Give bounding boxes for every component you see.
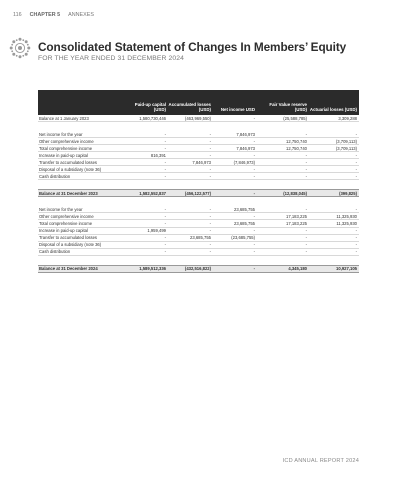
table-cell: 11,325,930: [336, 213, 357, 219]
table-cell: -: [253, 115, 255, 121]
table-cell: 4,345,180: [288, 266, 307, 272]
row-label: Balance at 31 December 2024: [39, 266, 98, 272]
table-body: [38, 115, 359, 273]
table-row: [38, 235, 359, 242]
table-cell: 12,750,740: [286, 138, 307, 144]
table-cell: (25,588,785): [283, 115, 307, 121]
row-label: Cash distribution: [39, 173, 71, 179]
table-row: [38, 189, 359, 197]
row-label: Disposal of a subsidiary (note 36): [39, 166, 102, 172]
table-cell: (12,838,045): [283, 190, 307, 196]
table-cell: -: [164, 220, 166, 226]
table-cell: -: [253, 228, 255, 234]
table-cell: -: [164, 166, 166, 172]
table-cell: -: [164, 159, 166, 165]
row-label: Total comprehensive income: [39, 145, 93, 151]
table-cell: -: [209, 249, 211, 255]
table-row: [38, 213, 359, 220]
table-cell: 7,846,973: [236, 145, 255, 151]
table-cell: -: [305, 228, 307, 234]
table-cell: -: [305, 166, 307, 172]
table-cell: -: [209, 152, 211, 158]
table-row: [38, 166, 359, 173]
table-row: [38, 152, 359, 159]
row-label: Balance at 1 January 2023: [39, 115, 89, 121]
table-row: [38, 249, 359, 256]
table-cell: -: [355, 152, 357, 158]
table-cell: (463,969,550): [184, 115, 211, 121]
table-cell: -: [164, 173, 166, 179]
table-cell: -: [253, 249, 255, 255]
equity-table: [38, 90, 359, 273]
table-cell: -: [253, 266, 255, 272]
page-header: [13, 12, 94, 18]
header-net-income: Net income USD: [220, 106, 255, 112]
table-cell: (456,122,577): [184, 190, 211, 196]
table-cell: 7,846,973: [192, 159, 211, 165]
table-cell: 11,325,930: [336, 220, 357, 226]
table-row: [38, 115, 359, 122]
table-cell: -: [209, 145, 211, 151]
icd-logo-icon: [9, 37, 31, 59]
table-cell: -: [305, 173, 307, 179]
table-row: [38, 138, 359, 145]
table-cell: 23,685,755: [234, 206, 255, 212]
table-cell: -: [253, 213, 255, 219]
table-cell: -: [355, 131, 357, 137]
table-cell: -: [209, 228, 211, 234]
table-cell: 12,750,740: [286, 145, 307, 151]
section-label: ANNEXES: [68, 12, 94, 18]
table-cell: -: [305, 235, 307, 241]
table-cell: -: [355, 173, 357, 179]
table-cell: 23,685,755: [190, 235, 211, 241]
table-cell: -: [164, 249, 166, 255]
table-row: [38, 173, 359, 180]
page-subtitle: FOR THE YEAR ENDED 31 DECEMBER 2024: [38, 55, 185, 62]
table-cell: -: [355, 206, 357, 212]
table-cell: -: [209, 220, 211, 226]
table-row: [38, 242, 359, 249]
table-cell: -: [305, 249, 307, 255]
row-spacer: [38, 122, 359, 131]
row-label: Transfer to accumulated losses: [39, 159, 98, 165]
table-cell: -: [164, 145, 166, 151]
row-label: Increase in paid-up capital: [39, 228, 88, 234]
table-cell: (23,685,755): [231, 235, 255, 241]
table-cell: 17,183,225: [286, 213, 307, 219]
table-cell: 1,582,552,837: [139, 190, 166, 196]
table-cell: -: [209, 206, 211, 212]
footer-label: ICD ANNUAL REPORT 2024: [282, 458, 359, 464]
table-row: [38, 159, 359, 166]
table-cell: -: [209, 131, 211, 137]
table-cell: -: [164, 131, 166, 137]
table-cell: (3,709,113): [335, 138, 357, 144]
table-cell: 816,391: [150, 152, 166, 158]
row-label: Disposal of a subsidiary (note 36): [39, 242, 102, 248]
table-header: [38, 90, 359, 115]
table-cell: -: [209, 138, 211, 144]
row-spacer: [38, 180, 359, 189]
row-label: Other comprehensive income: [39, 138, 94, 144]
header-fair-value-reserve: Fair Value reserve (USD): [269, 101, 307, 112]
table-cell: 10,927,105: [336, 266, 357, 272]
table-row: [38, 265, 359, 273]
row-spacer: [38, 256, 359, 265]
row-label: Balance at 31 December 2023: [39, 190, 98, 196]
table-row: [38, 220, 359, 227]
table-cell: 3,309,288: [338, 115, 357, 121]
table-cell: -: [164, 242, 166, 248]
table-cell: -: [253, 190, 255, 196]
table-cell: -: [164, 206, 166, 212]
table-row: [38, 206, 359, 213]
table-cell: 1,959,499: [147, 228, 166, 234]
table-cell: -: [253, 166, 255, 172]
row-label: Other comprehensive income: [39, 213, 94, 219]
row-label: Net income for the year: [39, 131, 83, 137]
header-paid-up-capital: Paid-up capital (USD): [134, 101, 166, 112]
table-cell: -: [355, 166, 357, 172]
table-cell: -: [164, 213, 166, 219]
table-cell: -: [164, 138, 166, 144]
table-cell: 1,580,730,446: [139, 115, 166, 121]
table-cell: -: [209, 213, 211, 219]
table-cell: (432,516,822): [184, 266, 211, 272]
table-row: [38, 131, 359, 138]
row-label: Increase in paid-up capital: [39, 152, 88, 158]
table-cell: (399,825): [339, 190, 357, 196]
table-cell: (7,846,973): [233, 159, 255, 165]
table-cell: 17,183,225: [286, 220, 307, 226]
table-cell: 23,685,755: [234, 220, 255, 226]
row-label: Total comprehensive income: [39, 220, 93, 226]
table-cell: -: [209, 166, 211, 172]
table-row: [38, 145, 359, 152]
table-cell: (3,709,113): [335, 145, 357, 151]
table-cell: -: [209, 242, 211, 248]
table-cell: -: [253, 173, 255, 179]
table-cell: -: [355, 159, 357, 165]
table-cell: -: [355, 242, 357, 248]
header-accumulated-losses: Accumulated losses (USD): [168, 101, 211, 112]
table-cell: -: [355, 235, 357, 241]
row-spacer: [38, 197, 359, 206]
table-cell: 1,589,512,336: [139, 266, 166, 272]
table-cell: -: [209, 173, 211, 179]
table-cell: -: [355, 249, 357, 255]
table-cell: -: [164, 235, 166, 241]
table-cell: -: [305, 152, 307, 158]
table-cell: -: [253, 242, 255, 248]
page-number: 116: [13, 12, 22, 18]
table-cell: 7,846,973: [236, 131, 255, 137]
table-cell: -: [305, 206, 307, 212]
table-cell: -: [305, 159, 307, 165]
table-cell: -: [253, 138, 255, 144]
table-cell: -: [355, 228, 357, 234]
table-cell: -: [253, 152, 255, 158]
table-row: [38, 228, 359, 235]
page-title: Consolidated Statement of Changes In Members’ Equity: [38, 40, 347, 54]
row-label: Transfer to accumulated losses: [39, 235, 98, 241]
header-cell: [38, 90, 124, 115]
row-label: Cash distribution: [39, 249, 71, 255]
chapter-label: CHAPTER 5: [29, 12, 61, 18]
table-cell: -: [305, 131, 307, 137]
table-cell: -: [305, 242, 307, 248]
row-label: Net income for the year: [39, 206, 83, 212]
header-actuarial-losses: Actuarial losses (USD): [309, 106, 357, 112]
